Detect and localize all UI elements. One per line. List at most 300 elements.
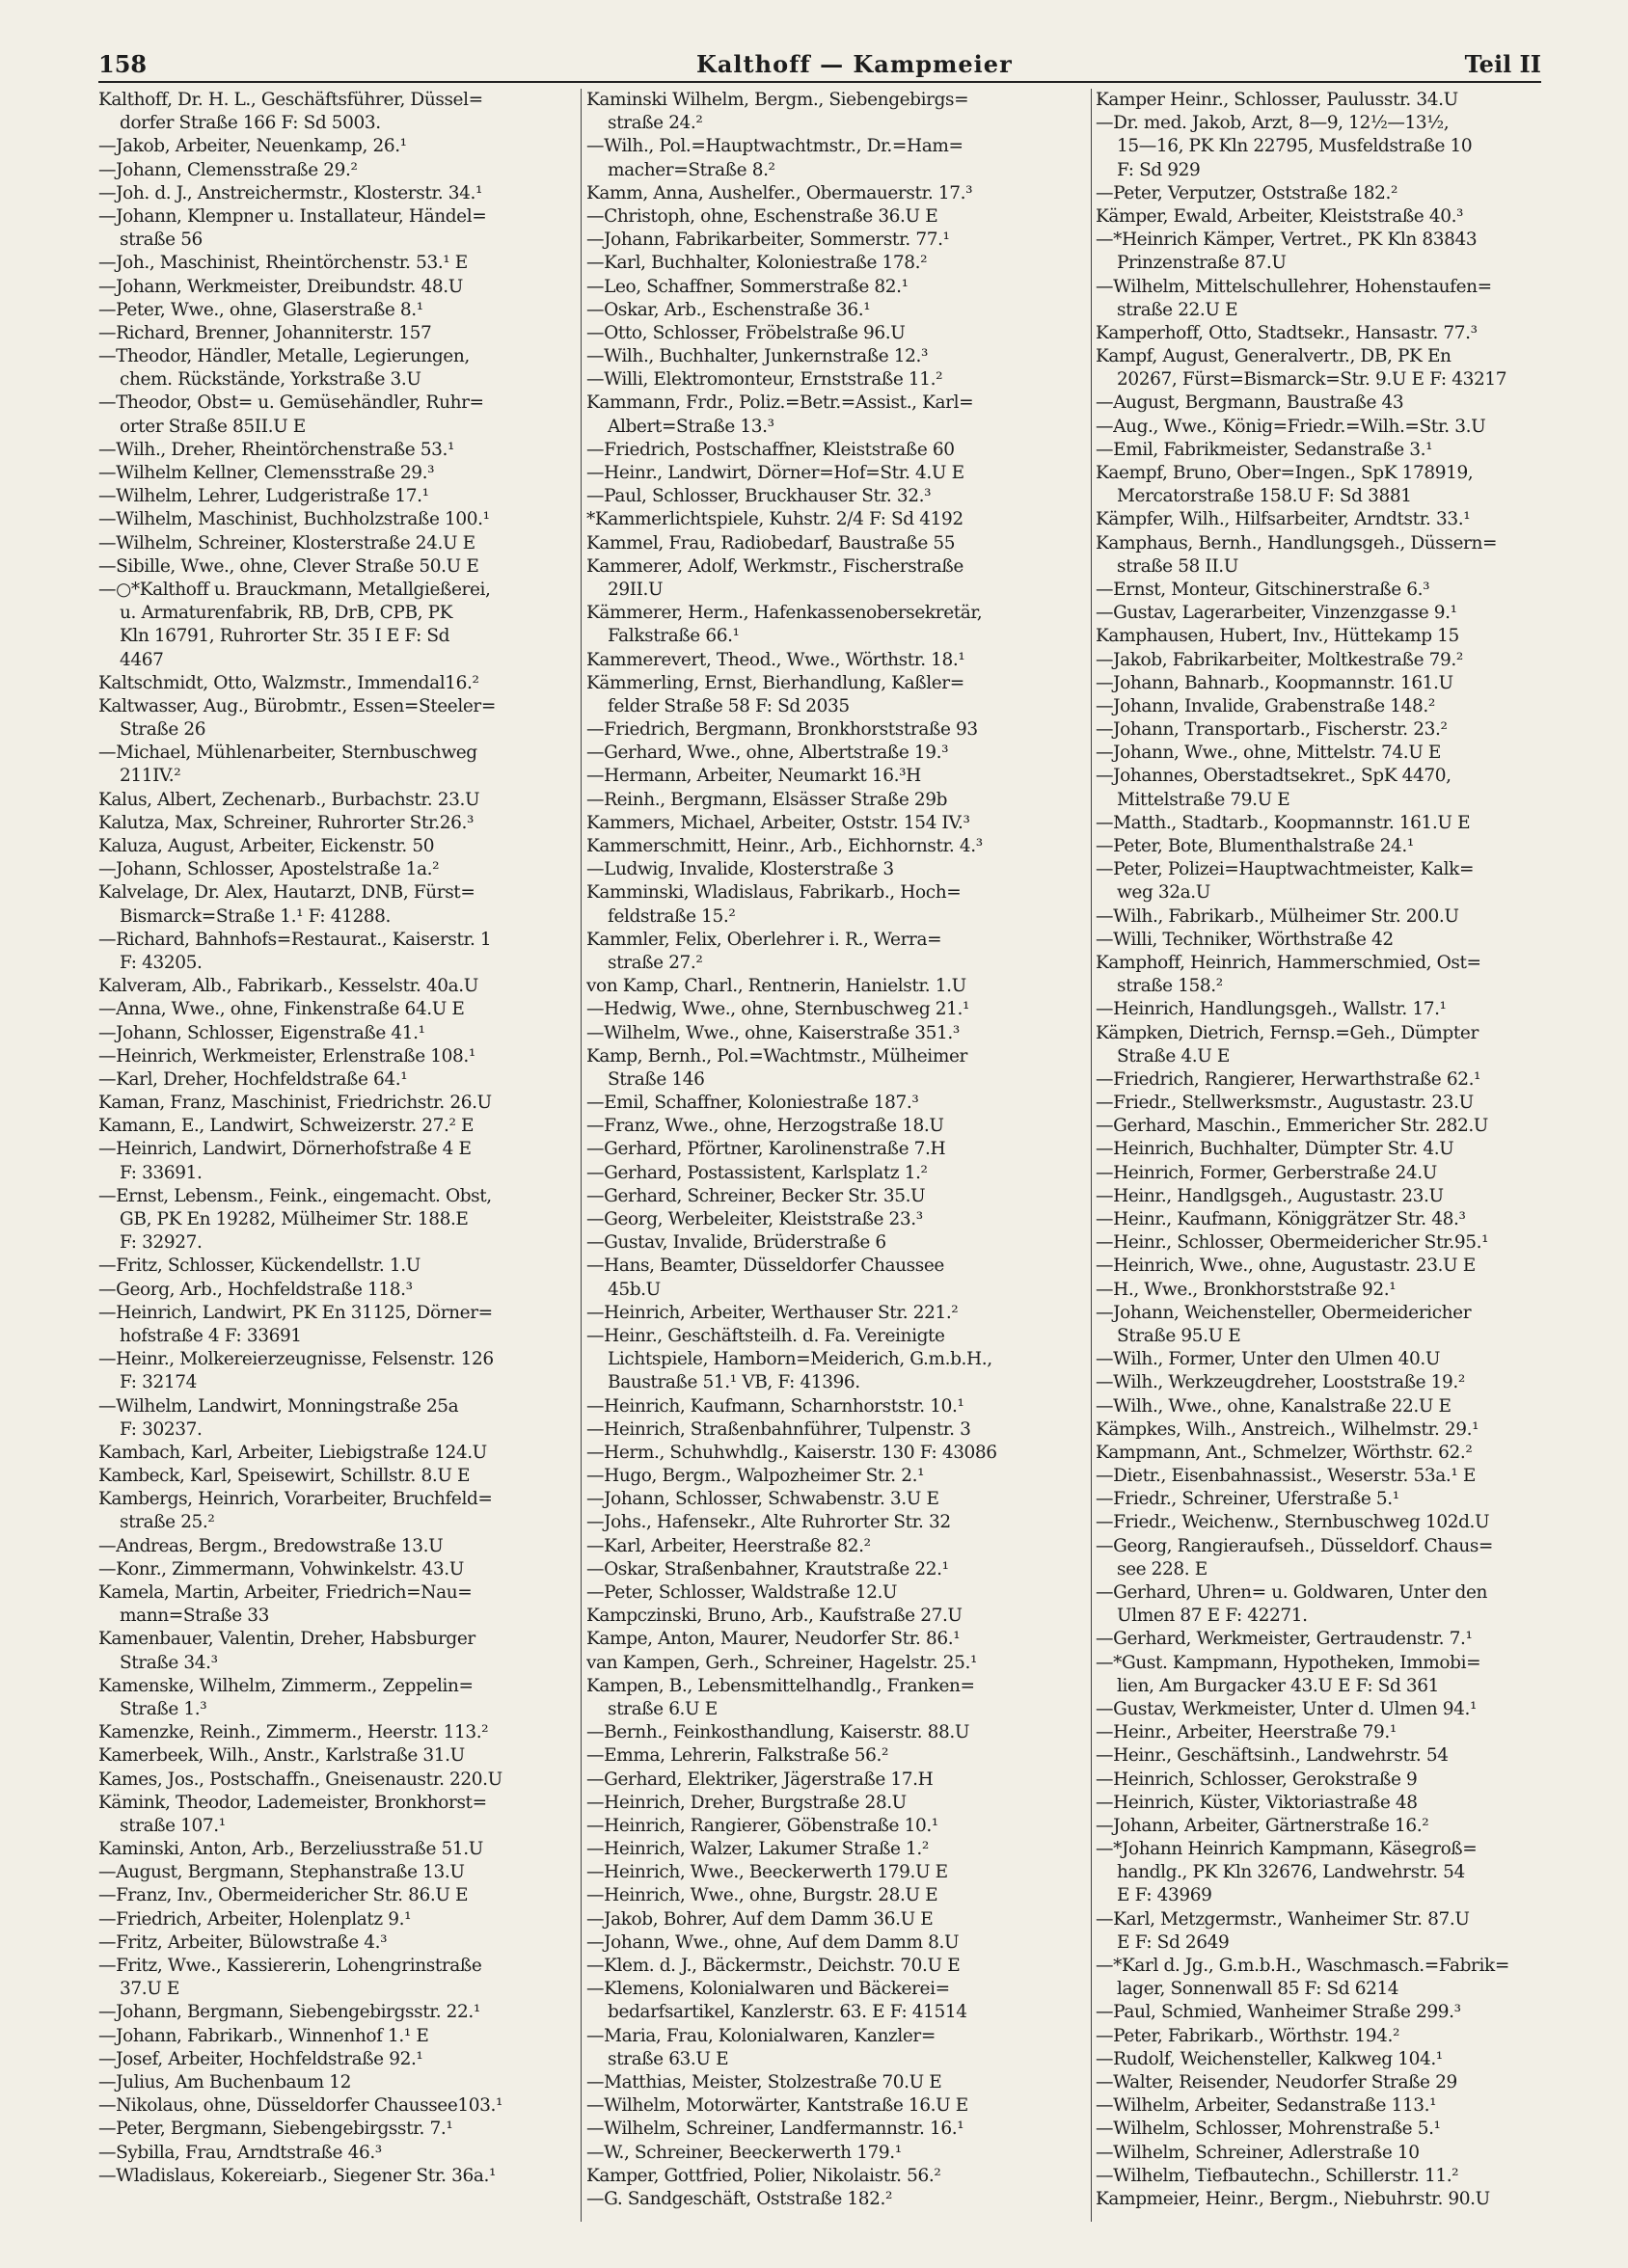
entry-line: —Heinrich, Werkmeister, Erlenstraße 108.¹ (98, 1045, 475, 1066)
entry-line: —Heinr., Geschäftsteilh. d. Fa. Vereinigte (586, 1325, 945, 1346)
directory-entry (98, 2025, 576, 2048)
entry-line: Kamminski, Wladislaus, Fabrikarb., Hoch= (586, 882, 962, 904)
entry-continuation-line: straße 27.² (608, 952, 703, 973)
directory-entry (586, 1652, 1086, 1675)
entry-continuation-line: straße 158.² (1117, 976, 1223, 997)
directory-entry (586, 1535, 1086, 1558)
entry-line: —Jakob, Arbeiter, Neuenkamp, 26.¹ (98, 136, 407, 157)
directory-entry (98, 1465, 576, 1488)
entry-continuation-line: straße 24.² (608, 113, 703, 134)
directory-entry (586, 1884, 1086, 1907)
directory-entry (586, 1978, 1086, 2024)
directory-entry (586, 555, 1086, 602)
entry-line: —Wilhelm, Arbeiter, Sedanstraße 113.¹ (1096, 2095, 1437, 2117)
entry-line: —Friedr., Weichenw., Sternbuschweg 102d.U (1096, 1512, 1490, 1533)
directory-entry (1096, 1022, 1543, 1068)
entry-line: —Gerhard, Postassistent, Karlsplatz 1.² (586, 1162, 928, 1183)
directory-entry (1096, 1721, 1543, 1744)
entry-continuation-line: Straße 1.³ (120, 1698, 207, 1719)
entry-line: —Johann, Schlosser, Eigenstraße 41.¹ (98, 1022, 425, 1043)
entry-continuation-line: lager, Sonnenwall 85 F: Sd 6214 (1117, 1979, 1399, 2000)
directory-entry (586, 1302, 1086, 1325)
directory-entry (98, 555, 576, 579)
directory-entry (98, 1838, 576, 1861)
entry-continuation-line: 29II.U (608, 579, 664, 600)
entry-continuation-line: bedarfsartikel, Kanzlerstr. 63. E F: 41514 (608, 2002, 967, 2023)
entry-line: —Wilhelm, Motorwärter, Kantstraße 16.U E (586, 2095, 968, 2117)
entry-continuation-line: hofstraße 4 F: 33691 (120, 1325, 302, 1346)
directory-entry (98, 485, 576, 508)
directory-entry (1096, 929, 1543, 952)
directory-entry (98, 858, 576, 881)
directory-entry (1096, 1395, 1543, 1418)
entry-line: —August, Bergmann, Stephanstraße 13.U (98, 1862, 465, 1883)
entry-line: —Wilh., Werkzeugdreher, Looststraße 19.² (1096, 1372, 1465, 1393)
entry-continuation-line: dorfer Straße 166 F: Sd 5003. (120, 113, 381, 134)
directory-entry (98, 1884, 576, 1907)
directory-entry (586, 1465, 1086, 1488)
directory-entry (98, 789, 576, 812)
entry-line: —Heinrich, Handlungsgeh., Wallstr. 17.¹ (1096, 999, 1447, 1020)
entry-line: Kamm, Anna, Aushelfer., Obermauerstr. 17.³ (586, 182, 973, 203)
entry-line: —Bernh., Feinkosthandlung, Kaiserstr. 88.U (586, 1722, 970, 1743)
directory-entry (98, 89, 576, 135)
directory-entry (98, 508, 576, 531)
directory-entry (586, 1628, 1086, 1651)
directory-entry (1096, 1815, 1543, 1838)
directory-entry (1096, 1838, 1543, 1908)
entry-line: —*Heinrich Kämper, Vertret., PK Kln 83843 (1096, 230, 1478, 251)
entry-line: Kamphausen, Hubert, Inv., Hüttekamp 15 (1096, 626, 1459, 647)
directory-entry (98, 276, 576, 299)
directory-entry (586, 1231, 1086, 1255)
directory-entry (98, 1792, 576, 1838)
directory-entry (98, 1581, 576, 1628)
directory-entry (98, 1558, 576, 1581)
entry-line: —Nikolaus, ohne, Düsseldorfer Chaussee103.¹ (98, 2095, 502, 2117)
directory-entry (1096, 695, 1543, 718)
entry-line: Kamp, Bernh., Pol.=Wachtmstr., Mülheimer (586, 1045, 967, 1066)
entry-line: —Gustav, Lagerarbeiter, Vinzenzgasse 9.¹ (1096, 603, 1457, 624)
entry-continuation-line: felder Straße 58 F: Sd 2035 (608, 695, 850, 716)
entry-line: —Heinrich, Buchhalter, Dümpter Str. 4.U (1096, 1139, 1454, 1160)
entry-continuation-line: straße 58 II.U (1117, 555, 1238, 577)
directory-entry (1096, 1371, 1543, 1394)
directory-entry (586, 929, 1086, 975)
entry-line: —Heinrich, Walzer, Lakumer Straße 1.² (586, 1839, 929, 1860)
directory-entry (586, 2094, 1086, 2118)
page-header (98, 48, 1541, 83)
entry-line: —Wilh., Dreher, Rheintörchenstraße 53.¹ (98, 439, 455, 460)
entry-line: Kämpkes, Wilh., Anstreich., Wilhelmstr. 29.¹ (1096, 1418, 1479, 1440)
entry-line: —Maria, Frau, Kolonialwaren, Kanzler= (586, 2025, 936, 2046)
directory-entry (98, 2142, 576, 2165)
directory-entry (1096, 1652, 1543, 1698)
entry-continuation-line: handlg., PK Kln 32676, Landwehrstr. 54 (1117, 1862, 1465, 1883)
entry-line: —Johann, Clemensstraße 29.² (98, 159, 358, 180)
directory-entry (586, 205, 1086, 229)
directory-entry (98, 1442, 576, 1465)
directory-entry (98, 672, 576, 695)
entry-line: —Karl, Dreher, Hochfeldstraße 64.¹ (98, 1068, 408, 1090)
directory-entry (586, 508, 1086, 531)
entry-line: —Johann, Klempner u. Installateur, Händel= (98, 205, 487, 227)
entry-line: Kämpfer, Wilh., Hilfsarbeiter, Arndtstr. 33.¹ (1096, 509, 1471, 530)
directory-entry (586, 1162, 1086, 1185)
entry-line: Kambeck, Karl, Speisewirt, Schillstr. 8.U E (98, 1466, 471, 1487)
directory-entry (98, 1138, 576, 1184)
directory-entry (586, 276, 1086, 299)
entry-line: —Joh. d. J., Anstreichermstr., Klosterstr. 34.¹ (98, 182, 482, 203)
directory-entry (586, 462, 1086, 485)
entry-line: —Johann, Fabrikarbeiter, Sommerstr. 77.¹ (586, 230, 950, 251)
directory-entry (98, 1068, 576, 1092)
entry-line: —Heinrich, Wwe., Beeckerwerth 179.U E (586, 1862, 948, 1883)
directory-entry (1096, 1068, 1543, 1092)
directory-entry (586, 135, 1086, 181)
entry-line: Kämper, Ewald, Arbeiter, Kleiststraße 40.³ (1096, 205, 1464, 227)
entry-line: —Johann, Transportarb., Fischerstr. 23.² (1096, 719, 1448, 741)
entry-line: Kampmann, Ant., Schmelzer, Wörthstr. 62.² (1096, 1442, 1473, 1463)
directory-entry (98, 2165, 576, 2188)
directory-entry (1096, 439, 1543, 462)
directory-entry (1096, 2188, 1543, 2211)
directory-entry (98, 345, 576, 392)
directory-entry (1096, 112, 1543, 182)
entry-line: —H., Wwe., Bronkhorststraße 92.¹ (1096, 1279, 1397, 1300)
entry-line: —Johann, Wwe., ohne, Mittelstr. 74.U E (1096, 742, 1441, 764)
directory-entry (98, 1115, 576, 1138)
part-label: Teil II (1464, 50, 1541, 78)
entry-line: —Dietr., Eisenbahnassist., Weserstr. 53a.¹ E (1096, 1466, 1476, 1487)
directory-entry (98, 1092, 576, 1115)
entry-line: —Johs., Hafensekr., Alte Ruhrorter Str. 32 (586, 1512, 951, 1533)
entry-continuation-line: Straße 26 (120, 719, 206, 741)
directory-entry (586, 439, 1086, 462)
entry-line: —Heinr., Molkereierzeugnisse, Felsenstr. 126 (98, 1349, 494, 1370)
directory-entry (586, 532, 1086, 555)
entry-line: —Franz, Inv., Obermeidericher Str. 86.U E (98, 1885, 469, 1906)
directory-entry (586, 1675, 1086, 1721)
directory-entry (586, 858, 1086, 881)
entry-line: —W., Schreiner, Beeckerwerth 179.¹ (586, 2142, 902, 2163)
entry-line: —Johann, Fabrikarb., Winnenhof 1.¹ E (98, 2025, 429, 2046)
directory-entry (586, 789, 1086, 812)
entry-line: —Herm., Schuhwhdlg., Kaiserstr. 130 F: 43086 (586, 1442, 997, 1463)
entry-line: —Wilh., Pol.=Hauptwachtmstr., Dr.=Ham= (586, 136, 963, 157)
entry-continuation-line: straße 56 (120, 230, 203, 251)
entry-line: —Gustav, Invalide, Brüderstraße 6 (586, 1232, 886, 1254)
directory-entry (586, 881, 1086, 928)
entry-line: Kaempf, Bruno, Ober=Ingen., SpK 178919, (1096, 463, 1474, 483)
directory-entry (586, 322, 1086, 345)
entry-line: —Peter, Fabrikarb., Wörthstr. 194.² (1096, 2025, 1399, 2046)
entry-continuation-line: E F: 43969 (1117, 1885, 1212, 1906)
entry-line: —Wilhelm, Maschinist, Buchholzstraße 100.¹ (98, 509, 490, 530)
entry-line: —Karl, Metzgermstr., Wanheimer Str. 87.U (1096, 1908, 1470, 1930)
directory-entry (1096, 1488, 1543, 1511)
directory-entry (586, 602, 1086, 648)
entry-line: —Ernst, Lebensm., Feink., eingemacht. Obst, (98, 1185, 492, 1206)
directory-entry (98, 1908, 576, 1931)
directory-entry (1096, 1442, 1543, 1465)
entry-line: —Julius, Am Buchenbaum 12 (98, 2071, 352, 2092)
entry-line: —Heinr., Landwirt, Dörner=Hof=Str. 4.U E (586, 463, 964, 483)
entry-line: —Josef, Arbeiter, Hochfeldstraße 92.¹ (98, 2048, 423, 2069)
directory-entry (586, 998, 1086, 1021)
directory-entry (586, 812, 1086, 835)
directory-entry (1096, 1792, 1543, 1815)
entry-line: —○*Kalthoff u. Brauckmann, Metallgießerei, (98, 579, 491, 600)
entry-line: —G. Sandgeschäft, Oststraße 182.² (586, 2188, 892, 2209)
column-divider (581, 89, 582, 2222)
entry-line: —Wilhelm, Schreiner, Adlerstraße 10 (1096, 2142, 1420, 2163)
entry-line: —Rudolf, Weichensteller, Kalkweg 104.¹ (1096, 2048, 1443, 2069)
directory-entry (1096, 718, 1543, 742)
directory-entry (586, 1092, 1086, 1115)
directory-entry (1096, 322, 1543, 345)
entry-line: —Johann, Schlosser, Apostelstraße 1a.² (98, 859, 440, 880)
entry-line: —Andreas, Bergm., Bredowstraße 13.U (98, 1535, 444, 1556)
directory-entry (98, 1675, 576, 1721)
entry-line: —Georg, Werbeleiter, Kleiststraße 23.³ (586, 1209, 923, 1229)
directory-entry (586, 1511, 1086, 1534)
directory-entry (1096, 1908, 1543, 1955)
entry-line: —Richard, Brenner, Johanniterstr. 157 (98, 322, 432, 343)
entry-line: —Walter, Reisender, Neudorfer Straße 29 (1096, 2071, 1457, 2092)
directory-entry (1096, 625, 1543, 648)
directory-entry (1096, 1465, 1543, 1488)
entry-line: —Wilh., Fabrikarb., Mülheimer Str. 200.U (1096, 905, 1459, 927)
directory-entry (1096, 952, 1543, 998)
entry-line: —Heinrich, Landwirt, Dörnerhofstraße 4 E (98, 1139, 472, 1160)
entry-line: Kamper, Gottfried, Polier, Nikolaistr. 56.² (586, 2165, 941, 2186)
entry-continuation-line: Straße 95.U E (1117, 1325, 1241, 1346)
entry-line: —Ludwig, Invalide, Klosterstraße 3 (586, 859, 894, 880)
entry-continuation-line: Mercatorstraße 158.U F: Sd 3881 (1117, 486, 1412, 507)
entry-line: —Heinr., Geschäftsinh., Landwehrstr. 54 (1096, 1745, 1449, 1767)
directory-entry (1096, 579, 1543, 602)
directory-entry (98, 835, 576, 858)
entry-line: —Jakob, Bohrer, Auf dem Damm 36.U E (586, 1908, 934, 1930)
directory-entry (1096, 672, 1543, 695)
entry-line: Kamenske, Wilhelm, Zimmerm., Zeppelin= (98, 1675, 474, 1696)
directory-entry (1096, 416, 1543, 439)
entry-line: —Matth., Stadtarb., Koopmannstr. 161.U E (1096, 812, 1471, 833)
directory-entry (586, 2025, 1086, 2071)
entry-line: —Wilhelm, Schlosser, Mohrenstraße 5.¹ (1096, 2119, 1441, 2140)
entry-line: —Emil, Schaffner, Koloniestraße 187.³ (586, 1093, 919, 1114)
entry-continuation-line: Baustraße 51.¹ VB, F: 41396. (608, 1372, 860, 1393)
entry-line: —Gerhard, Uhren= u. Goldwaren, Unter den (1096, 1582, 1488, 1603)
directory-entry (98, 579, 576, 672)
entry-continuation-line: F: 32174 (120, 1372, 197, 1393)
running-title: Kalthoff — Kampmeier (696, 50, 1013, 78)
entry-line: Kamerbeek, Wilh., Anstr., Karlstraße 31.U (98, 1745, 465, 1767)
entry-line: Kamann, E., Landwirt, Schweizerstr. 27.² E (98, 1116, 475, 1137)
entry-line: *Kammerlichtspiele, Kuhstr. 2/4 F: Sd 4192 (586, 509, 963, 530)
directory-entry (586, 1488, 1086, 1511)
entry-continuation-line: chem. Rückstände, Yorkstraße 3.U (120, 369, 421, 391)
directory-entry (98, 1768, 576, 1792)
directory-entry (98, 1045, 576, 1068)
directory-entry (1096, 905, 1543, 929)
entry-line: —Friedr., Stellwerksmstr., Augustastr. 23.U (1096, 1093, 1474, 1114)
directory-entry (98, 998, 576, 1021)
entry-line: —Theodor, Obst= u. Gemüsehändler, Ruhr= (98, 392, 484, 414)
entry-continuation-line: straße 25.² (120, 1512, 215, 1533)
directory-entry (586, 835, 1086, 858)
directory-entry (1096, 276, 1543, 322)
directory-entry (586, 368, 1086, 392)
entry-continuation-line: 211IV.² (120, 766, 181, 787)
directory-entry (98, 299, 576, 322)
entry-line: —Emma, Lehrerin, Falkstraße 56.² (586, 1745, 889, 1767)
entry-line: —Hedwig, Wwe., ohne, Sternbuschweg 21.¹ (586, 999, 969, 1020)
directory-entry (1096, 229, 1543, 275)
directory-entry (98, 392, 576, 438)
directory-entry (1096, 1535, 1543, 1581)
entry-line: —Gustav, Werkmeister, Unter d. Ulmen 94.¹ (1096, 1698, 1477, 1719)
directory-entry (1096, 858, 1543, 904)
entry-line: Kamenzke, Reinh., Zimmerm., Heerstr. 113.² (98, 1722, 489, 1743)
entry-line: von Kamp, Charl., Rentnerin, Hanielstr. 1.U (586, 976, 966, 997)
directory-entry (586, 1045, 1086, 1092)
directory-entry (586, 975, 1086, 998)
entry-line: —Friedrich, Rangierer, Herwarthstraße 62.¹ (1096, 1068, 1481, 1090)
entry-line: —Willi, Techniker, Wörthstraße 42 (1096, 929, 1394, 950)
directory-entry (586, 1395, 1086, 1418)
directory-entry (98, 439, 576, 462)
directory-entry (1096, 1511, 1543, 1534)
directory-entry (1096, 1302, 1543, 1348)
directory-entry (1096, 1698, 1543, 1721)
directory-entry (1096, 182, 1543, 205)
directory-entry (1096, 2165, 1543, 2188)
entry-line: Kampmeier, Heinr., Bergm., Niebuhrstr. 90.U (1096, 2188, 1490, 2209)
directory-entry (98, 1022, 576, 1045)
entry-continuation-line: F: 32927. (120, 1232, 203, 1254)
directory-entry (98, 2071, 576, 2094)
entry-line: Kämmerer, Herm., Hafenkassenobersekretär, (586, 603, 983, 624)
directory-entry (586, 89, 1086, 135)
directory-entry (1096, 345, 1543, 392)
entry-continuation-line: Bismarck=Straße 1.¹ F: 41288. (120, 905, 392, 927)
entry-line: —Oskar, Arb., Eschenstraße 36.¹ (586, 299, 871, 320)
entry-line: —Heinrich, Schlosser, Gerokstraße 9 (1096, 1768, 1418, 1790)
entry-line: —Dr. med. Jakob, Arzt, 8—9, 12½—13½, (1096, 113, 1450, 134)
directory-entry (586, 1605, 1086, 1628)
entry-line: —Franz, Wwe., ohne, Herzogstraße 18.U (586, 1116, 944, 1137)
directory-entry (98, 182, 576, 205)
entry-line: —Heinr., Schlosser, Obermeidericher Str.95.¹ (1096, 1232, 1489, 1254)
entry-line: —Aug., Wwe., König=Friedr.=Wilh.=Str. 3.U (1096, 416, 1486, 437)
entry-continuation-line: orter Straße 85II.U E (120, 416, 306, 437)
directory-entry (586, 1442, 1086, 1465)
entry-continuation-line: 15—16, PK Kln 22795, Musfeldstraße 10 (1117, 136, 1473, 157)
directory-entry (98, 929, 576, 975)
entry-continuation-line: Mittelstraße 79.U E (1117, 789, 1290, 810)
entry-line: Kämink, Theodor, Lademeister, Bronkhorst= (98, 1792, 487, 1813)
entry-continuation-line: macher=Straße 8.² (608, 159, 775, 180)
directory-entry (1096, 649, 1543, 672)
entry-line: —Gerhard, Pförtner, Karolinenstraße 7.H (586, 1139, 946, 1160)
entry-line: —Wilhelm, Schreiner, Landfermannstr. 16.¹ (586, 2119, 964, 2140)
directory-entry (1096, 998, 1543, 1021)
entry-line: —*Karl d. Jg., G.m.b.H., Waschmasch.=Fabrik= (1096, 1956, 1509, 1976)
entry-line: —*Johann Heinrich Kampmann, Käsegroß= (1096, 1839, 1478, 1860)
entry-continuation-line: Prinzenstraße 87.U (1117, 253, 1287, 274)
directory-entry (1096, 1628, 1543, 1651)
entry-line: Kalus, Albert, Zechenarb., Burbachstr. 23.U (98, 789, 480, 810)
entry-line: Kammerevert, Theod., Wwe., Wörthstr. 18.¹ (586, 649, 965, 670)
entry-line: —Sibille, Wwe., ohne, Clever Straße 50.U E (98, 555, 479, 577)
directory-entry (586, 2142, 1086, 2165)
entry-line: Kamphoff, Heinrich, Hammerschmied, Ost= (1096, 952, 1481, 973)
entry-line: —Peter, Bote, Blumenthalstraße 24.¹ (1096, 836, 1414, 856)
entry-line: Kamenbauer, Valentin, Dreher, Habsburger (98, 1629, 475, 1650)
entry-line: —Fritz, Wwe., Kassiererin, Lohengrinstraße (98, 1956, 482, 1976)
entry-line: Kammann, Frdr., Poliz.=Betr.=Assist., Karl= (586, 392, 974, 414)
entry-line: —Wilh., Former, Unter den Ulmen 40.U (1096, 1349, 1441, 1370)
directory-entry (1096, 1955, 1543, 2001)
page-number: 158 (98, 50, 148, 78)
entry-line: —Klemens, Kolonialwaren und Bäckerei= (586, 1979, 950, 2000)
entry-line: —Heinrich, Landwirt, PK En 31125, Dörner= (98, 1302, 493, 1323)
entry-line: —Johann, Invalide, Grabenstraße 148.² (1096, 695, 1435, 716)
directory-entry (98, 1279, 576, 1302)
entry-continuation-line: see 228. E (1117, 1558, 1207, 1580)
directory-entry (1096, 2001, 1543, 2024)
entry-continuation-line: straße 63.U E (608, 2048, 729, 2069)
entry-line: —Anna, Wwe., ohne, Finkenstraße 64.U E (98, 999, 465, 1020)
directory-entry (586, 2188, 1086, 2211)
entry-line: —Heinrich, Dreher, Burgstraße 28.U (586, 1792, 907, 1813)
directory-entry (586, 1861, 1086, 1884)
entry-line: Kambergs, Heinrich, Vorarbeiter, Bruchfeld= (98, 1489, 493, 1510)
directory-entry (98, 1744, 576, 1768)
entry-line: Kammler, Felix, Oberlehrer i. R., Werra= (586, 929, 942, 950)
directory-entry (586, 672, 1086, 718)
directory-entry (586, 1022, 1086, 1045)
entry-line: —Hermann, Arbeiter, Neumarkt 16.³H (586, 766, 921, 787)
entry-line: —Johann, Arbeiter, Gärtnerstraße 16.² (1096, 1815, 1429, 1836)
entry-line: —Georg, Arb., Hochfeldstraße 118.³ (98, 1279, 413, 1300)
directory-entry (98, 1628, 576, 1674)
directory-entry (98, 1348, 576, 1394)
entry-line: —Heinrich, Straßenbahnführer, Tulpenstr. 3 (586, 1418, 971, 1440)
entry-line: —Leo, Schaffner, Sommerstraße 82.¹ (586, 276, 909, 297)
entry-line: —Johann, Bahnarb., Koopmannstr. 161.U (1096, 672, 1453, 693)
column-divider (1091, 89, 1092, 2222)
directory-entry (1096, 1138, 1543, 1161)
directory-entry (98, 205, 576, 252)
entry-line: —Johann, Bergmann, Siebengebirgsstr. 22.¹ (98, 2002, 480, 2023)
entry-line: —Wilh., Wwe., ohne, Kanalstraße 22.U E (1096, 1395, 1452, 1417)
entry-line: —Johann, Werkmeister, Dreibundstr. 48.U (98, 276, 463, 297)
entry-line: —Hans, Beamter, Düsseldorfer Chaussee (586, 1256, 944, 1277)
directory-entry (1096, 1092, 1543, 1115)
entry-line: Kamphaus, Bernh., Handlungsgeh., Düssern= (1096, 532, 1498, 554)
directory-entry (1096, 1162, 1543, 1185)
entry-continuation-line: straße 6.U E (608, 1698, 718, 1719)
directory-entry (98, 322, 576, 345)
directory-entry (1096, 1208, 1543, 1231)
entry-continuation-line: weg 32a.U (1117, 882, 1210, 904)
entry-line: —Heinrich, Rangierer, Göbenstraße 10.¹ (586, 1815, 938, 1836)
entry-line: Kalveram, Alb., Fabrikarb., Kesselstr. 40a.U (98, 976, 478, 997)
directory-entry (586, 1792, 1086, 1815)
